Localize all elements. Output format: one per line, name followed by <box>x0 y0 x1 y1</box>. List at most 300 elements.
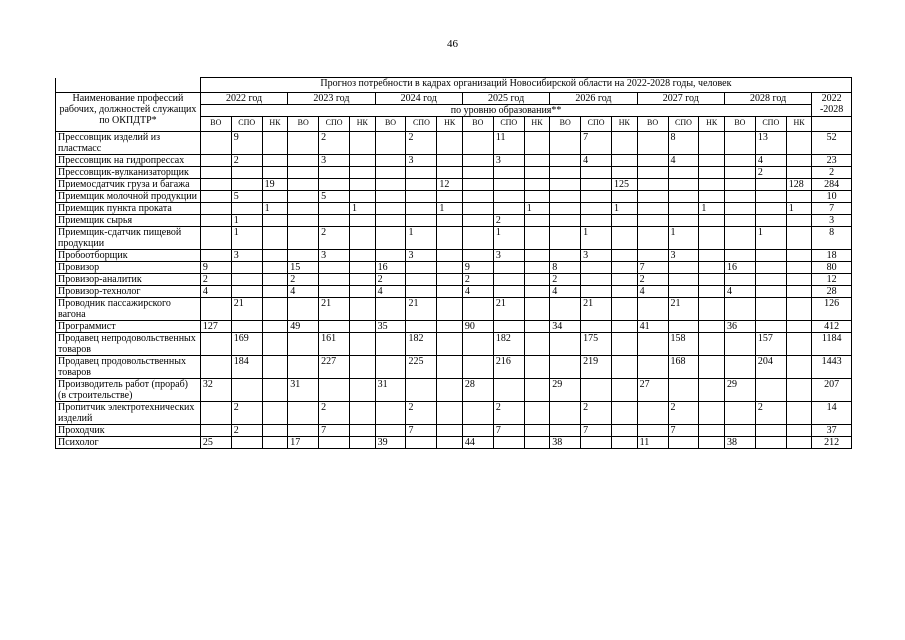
value-cell <box>612 379 638 402</box>
value-cell <box>350 286 376 298</box>
value-cell <box>755 321 786 333</box>
value-cell <box>375 227 406 250</box>
value-cell <box>550 179 581 191</box>
value-cell: 2 <box>462 274 493 286</box>
value-cell: 3 <box>581 250 612 262</box>
value-cell: 225 <box>406 356 437 379</box>
total-cell: 7 <box>812 203 852 215</box>
table-row <box>56 356 852 379</box>
value-cell <box>319 262 350 274</box>
empty-cell <box>812 117 852 132</box>
profession-name: Продавец продовольственных товаров <box>56 356 201 379</box>
value-cell <box>699 215 725 227</box>
value-cell <box>724 203 755 215</box>
level-header: ВО <box>724 117 755 132</box>
value-cell <box>724 155 755 167</box>
value-cell: 32 <box>200 379 231 402</box>
profession-name: Провизор <box>56 262 201 274</box>
value-cell: 4 <box>200 286 231 298</box>
value-cell: 1 <box>262 203 288 215</box>
value-cell <box>755 262 786 274</box>
value-cell <box>319 203 350 215</box>
value-cell <box>231 286 262 298</box>
value-cell <box>437 437 463 449</box>
value-cell <box>437 250 463 262</box>
value-cell <box>699 262 725 274</box>
value-cell <box>493 274 524 286</box>
name-header: Наименование профессий рабочих, должностей служащих по ОКПДТР* <box>56 93 201 132</box>
value-cell: 2 <box>231 155 262 167</box>
forecast-table <box>55 77 852 449</box>
value-cell <box>375 356 406 379</box>
total-header: 2022 -2028 <box>812 93 852 117</box>
value-cell: 1 <box>231 227 262 250</box>
value-cell <box>288 333 319 356</box>
value-cell <box>755 425 786 437</box>
value-cell: 219 <box>581 356 612 379</box>
profession-name: Проходчик <box>56 425 201 437</box>
value-cell <box>200 191 231 203</box>
value-cell: 90 <box>462 321 493 333</box>
value-cell <box>375 132 406 155</box>
value-cell <box>231 167 262 179</box>
value-cell: 2 <box>406 132 437 155</box>
value-cell <box>581 262 612 274</box>
profession-name: Приемщик сырья <box>56 215 201 227</box>
value-cell: 5 <box>231 191 262 203</box>
level-header: ВО <box>375 117 406 132</box>
year-header: 2025 год <box>462 93 549 105</box>
value-cell <box>612 250 638 262</box>
value-cell: 5 <box>319 191 350 203</box>
value-cell: 4 <box>724 286 755 298</box>
value-cell <box>462 179 493 191</box>
value-cell <box>288 215 319 227</box>
value-cell: 7 <box>668 425 699 437</box>
value-cell <box>550 425 581 437</box>
value-cell <box>699 402 725 425</box>
value-cell <box>493 203 524 215</box>
value-cell <box>755 274 786 286</box>
value-cell <box>437 274 463 286</box>
value-cell <box>406 179 437 191</box>
year-header: 2028 год <box>724 93 811 105</box>
value-cell <box>581 274 612 286</box>
value-cell <box>350 167 376 179</box>
value-cell: 31 <box>288 379 319 402</box>
value-cell <box>288 402 319 425</box>
value-cell <box>231 179 262 191</box>
value-cell <box>437 191 463 203</box>
value-cell <box>262 274 288 286</box>
value-cell: 3 <box>406 155 437 167</box>
value-cell <box>612 167 638 179</box>
value-cell <box>550 203 581 215</box>
value-cell <box>350 356 376 379</box>
value-cell: 16 <box>375 262 406 274</box>
value-cell <box>319 274 350 286</box>
value-cell <box>462 298 493 321</box>
table-row <box>56 298 852 321</box>
value-cell: 1 <box>437 203 463 215</box>
value-cell <box>699 333 725 356</box>
value-cell <box>262 132 288 155</box>
value-cell: 34 <box>550 321 581 333</box>
value-cell <box>668 215 699 227</box>
value-cell: 1 <box>786 203 812 215</box>
value-cell <box>524 425 550 437</box>
value-cell: 36 <box>724 321 755 333</box>
value-cell <box>350 298 376 321</box>
value-cell <box>524 167 550 179</box>
value-cell <box>668 191 699 203</box>
value-cell <box>262 321 288 333</box>
value-cell <box>437 286 463 298</box>
value-cell <box>524 356 550 379</box>
value-cell: 3 <box>668 250 699 262</box>
value-cell <box>288 356 319 379</box>
value-cell <box>319 437 350 449</box>
value-cell <box>262 425 288 437</box>
value-cell: 1 <box>524 203 550 215</box>
profession-name: Приемщик-сдатчик пищевой продукции <box>56 227 201 250</box>
value-cell: 4 <box>375 286 406 298</box>
value-cell <box>668 321 699 333</box>
value-cell: 38 <box>724 437 755 449</box>
value-cell: 3 <box>493 250 524 262</box>
value-cell <box>200 132 231 155</box>
value-cell: 44 <box>462 437 493 449</box>
level-header: НК <box>699 117 725 132</box>
total-cell: 10 <box>812 191 852 203</box>
value-cell: 125 <box>612 179 638 191</box>
value-cell <box>550 167 581 179</box>
value-cell <box>524 321 550 333</box>
level-header: ВО <box>462 117 493 132</box>
value-cell: 2 <box>231 402 262 425</box>
value-cell <box>524 437 550 449</box>
value-cell <box>462 167 493 179</box>
value-cell <box>200 155 231 167</box>
value-cell <box>786 215 812 227</box>
value-cell <box>375 298 406 321</box>
value-cell: 168 <box>668 356 699 379</box>
value-cell: 12 <box>437 179 463 191</box>
value-cell <box>437 155 463 167</box>
value-cell: 21 <box>493 298 524 321</box>
value-cell <box>406 286 437 298</box>
value-cell <box>724 425 755 437</box>
value-cell <box>524 215 550 227</box>
value-cell <box>262 402 288 425</box>
value-cell <box>524 179 550 191</box>
value-cell: 2 <box>637 274 668 286</box>
value-cell <box>493 437 524 449</box>
value-cell <box>786 191 812 203</box>
value-cell <box>262 437 288 449</box>
value-cell <box>699 191 725 203</box>
profession-name: Психолог <box>56 437 201 449</box>
profession-name: Приемщик молочной продукции <box>56 191 201 203</box>
total-cell: 52 <box>812 132 852 155</box>
year-header-row <box>56 93 852 105</box>
profession-name: Проводник пассажирского вагона <box>56 298 201 321</box>
value-cell <box>724 274 755 286</box>
table-row <box>56 155 852 167</box>
value-cell <box>668 179 699 191</box>
value-cell <box>288 227 319 250</box>
total-cell: 28 <box>812 286 852 298</box>
total-cell: 23 <box>812 155 852 167</box>
value-cell <box>375 425 406 437</box>
value-cell: 7 <box>581 425 612 437</box>
year-header: 2023 год <box>288 93 375 105</box>
value-cell: 182 <box>406 333 437 356</box>
value-cell <box>200 167 231 179</box>
profession-name: Провизор-технолог <box>56 286 201 298</box>
value-cell <box>637 298 668 321</box>
value-cell <box>200 227 231 250</box>
value-cell <box>288 203 319 215</box>
value-cell <box>262 250 288 262</box>
value-cell: 1 <box>668 227 699 250</box>
value-cell <box>350 250 376 262</box>
value-cell <box>786 167 812 179</box>
value-cell <box>375 203 406 215</box>
value-cell <box>668 437 699 449</box>
value-cell: 9 <box>231 132 262 155</box>
value-cell: 21 <box>581 298 612 321</box>
value-cell <box>724 167 755 179</box>
value-cell: 9 <box>462 262 493 274</box>
value-cell: 27 <box>637 379 668 402</box>
value-cell: 35 <box>375 321 406 333</box>
value-cell <box>375 179 406 191</box>
value-cell <box>724 215 755 227</box>
value-cell: 216 <box>493 356 524 379</box>
value-cell <box>755 298 786 321</box>
total-cell: 1184 <box>812 333 852 356</box>
value-cell: 39 <box>375 437 406 449</box>
table-row <box>56 203 852 215</box>
value-cell <box>524 227 550 250</box>
value-cell <box>350 155 376 167</box>
value-cell: 8 <box>550 262 581 274</box>
value-cell: 2 <box>200 274 231 286</box>
value-cell: 31 <box>375 379 406 402</box>
value-cell <box>437 356 463 379</box>
profession-name: Приемщик пункта проката <box>56 203 201 215</box>
value-cell <box>699 179 725 191</box>
value-cell: 7 <box>493 425 524 437</box>
table-row <box>56 379 852 402</box>
total-cell: 2 <box>812 167 852 179</box>
profession-name: Пробоотборщик <box>56 250 201 262</box>
value-cell <box>724 250 755 262</box>
value-cell <box>288 155 319 167</box>
value-cell: 11 <box>493 132 524 155</box>
value-cell <box>350 227 376 250</box>
value-cell <box>437 132 463 155</box>
value-cell <box>375 191 406 203</box>
value-cell: 127 <box>200 321 231 333</box>
value-cell <box>668 274 699 286</box>
value-cell <box>524 274 550 286</box>
total-cell: 12 <box>812 274 852 286</box>
value-cell <box>200 298 231 321</box>
value-cell: 19 <box>262 179 288 191</box>
value-cell <box>581 321 612 333</box>
profession-name: Продавец непродовольственных товаров <box>56 333 201 356</box>
education-level-label: по уровню образования** <box>200 105 811 117</box>
year-header: 2026 год <box>550 93 637 105</box>
value-cell <box>612 402 638 425</box>
value-cell: 182 <box>493 333 524 356</box>
value-cell <box>350 132 376 155</box>
value-cell <box>637 167 668 179</box>
level-header: СПО <box>493 117 524 132</box>
value-cell <box>581 215 612 227</box>
table-title: Прогноз потребности в кадрах организаций Новосибирской области на 2022-2028 годы, человек <box>200 78 851 93</box>
value-cell <box>786 132 812 155</box>
total-cell: 126 <box>812 298 852 321</box>
value-cell <box>550 333 581 356</box>
level-header: ВО <box>200 117 231 132</box>
value-cell <box>612 155 638 167</box>
value-cell <box>699 286 725 298</box>
value-cell <box>724 132 755 155</box>
value-cell <box>786 155 812 167</box>
value-cell <box>550 155 581 167</box>
value-cell <box>493 167 524 179</box>
value-cell <box>493 286 524 298</box>
total-cell: 37 <box>812 425 852 437</box>
value-cell <box>786 286 812 298</box>
value-cell <box>724 191 755 203</box>
value-cell <box>550 250 581 262</box>
value-cell <box>612 321 638 333</box>
profession-name: Прессовщик на гидропрессах <box>56 155 201 167</box>
value-cell: 21 <box>668 298 699 321</box>
value-cell <box>350 333 376 356</box>
table-row <box>56 425 852 437</box>
value-cell: 2 <box>319 227 350 250</box>
value-cell: 25 <box>200 437 231 449</box>
value-cell <box>612 298 638 321</box>
value-cell <box>462 402 493 425</box>
value-cell <box>288 298 319 321</box>
total-cell: 3 <box>812 215 852 227</box>
value-cell: 1 <box>699 203 725 215</box>
table-row <box>56 227 852 250</box>
value-cell <box>637 215 668 227</box>
total-cell: 412 <box>812 321 852 333</box>
table-row <box>56 262 852 274</box>
value-cell: 17 <box>288 437 319 449</box>
value-cell <box>524 286 550 298</box>
value-cell: 29 <box>550 379 581 402</box>
value-cell <box>724 356 755 379</box>
value-cell: 3 <box>493 155 524 167</box>
level-header: СПО <box>668 117 699 132</box>
value-cell <box>699 425 725 437</box>
value-cell <box>262 379 288 402</box>
value-cell <box>612 262 638 274</box>
value-cell: 2 <box>231 425 262 437</box>
value-cell <box>637 179 668 191</box>
value-cell <box>493 262 524 274</box>
value-cell <box>786 250 812 262</box>
value-cell <box>375 402 406 425</box>
value-cell <box>262 356 288 379</box>
value-cell <box>524 132 550 155</box>
value-cell: 4 <box>288 286 319 298</box>
value-cell <box>699 250 725 262</box>
value-cell: 3 <box>319 155 350 167</box>
value-cell <box>524 155 550 167</box>
value-cell <box>724 402 755 425</box>
value-cell <box>437 215 463 227</box>
value-cell <box>462 227 493 250</box>
level-header: НК <box>350 117 376 132</box>
value-cell <box>612 274 638 286</box>
value-cell <box>550 132 581 155</box>
value-cell <box>755 250 786 262</box>
year-header: 2024 год <box>375 93 462 105</box>
value-cell <box>755 191 786 203</box>
value-cell <box>550 298 581 321</box>
value-cell <box>699 167 725 179</box>
value-cell <box>200 215 231 227</box>
value-cell: 1 <box>493 227 524 250</box>
value-cell <box>612 437 638 449</box>
value-cell <box>724 227 755 250</box>
value-cell <box>462 425 493 437</box>
value-cell <box>288 250 319 262</box>
value-cell <box>350 191 376 203</box>
value-cell <box>319 215 350 227</box>
value-cell <box>612 425 638 437</box>
value-cell <box>350 274 376 286</box>
value-cell <box>786 298 812 321</box>
table-row <box>56 274 852 286</box>
value-cell <box>668 203 699 215</box>
value-cell: 38 <box>550 437 581 449</box>
value-cell: 21 <box>319 298 350 321</box>
value-cell <box>288 167 319 179</box>
value-cell: 2 <box>406 402 437 425</box>
value-cell <box>612 132 638 155</box>
value-cell <box>375 167 406 179</box>
value-cell <box>524 250 550 262</box>
value-cell <box>637 227 668 250</box>
value-cell: 3 <box>231 250 262 262</box>
value-cell: 21 <box>231 298 262 321</box>
value-cell: 49 <box>288 321 319 333</box>
value-cell <box>699 379 725 402</box>
value-cell <box>699 321 725 333</box>
value-cell: 184 <box>231 356 262 379</box>
value-cell <box>755 437 786 449</box>
value-cell: 158 <box>668 333 699 356</box>
value-cell <box>612 333 638 356</box>
value-cell: 227 <box>319 356 350 379</box>
value-cell: 2 <box>288 274 319 286</box>
value-cell: 28 <box>462 379 493 402</box>
total-cell: 1443 <box>812 356 852 379</box>
year-header: 2027 год <box>637 93 724 105</box>
value-cell <box>612 215 638 227</box>
